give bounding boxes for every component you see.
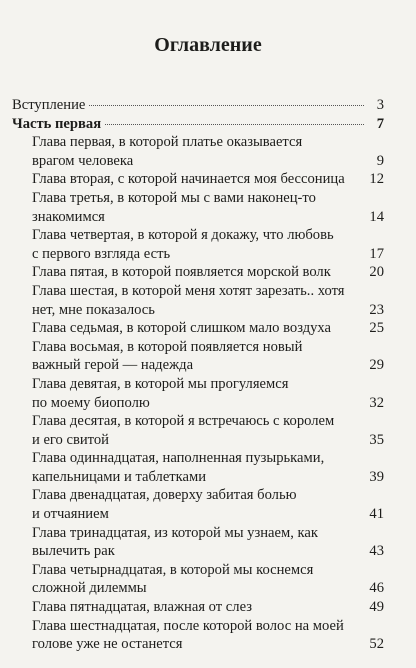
table-of-contents: [12, 96, 384, 654]
toc-entry-row: [32, 505, 384, 524]
toc-entry-row: [32, 263, 384, 282]
toc-entry: [12, 561, 384, 598]
toc-entry-line: врагом человека: [32, 152, 134, 169]
toc-entry-line: Глава пятнадцатая, влажная от слез: [32, 599, 252, 616]
toc-entry-line: вылечить рак: [32, 543, 115, 560]
toc-entry-line: Глава тринадцатая, из которой мы узнаем, как: [32, 524, 318, 541]
toc-entry-row: [32, 431, 384, 450]
page-number: 3: [376, 97, 384, 113]
toc-entry-line: Глава восьмая, в которой появляется новый: [32, 338, 303, 355]
toc-entry-row: [32, 356, 384, 375]
page-number: 7: [376, 115, 384, 132]
toc-entry-line: по моему биополю: [32, 394, 150, 411]
page-number: 52: [369, 636, 384, 653]
toc-entry-line: нет, мне показалось: [32, 301, 155, 318]
page-number: 49: [369, 599, 384, 616]
toc-entry: [12, 189, 384, 226]
toc-entry-line: Часть первая: [12, 115, 102, 132]
page-number: 41: [369, 506, 384, 523]
toc-entry: [12, 282, 384, 319]
toc-entry: [12, 617, 384, 654]
toc-entry-row: [32, 152, 384, 171]
toc-entry-line: Глава одиннадцатая, наполненная пузырьками,: [32, 450, 325, 467]
toc-entry-line: сложной дилеммы: [32, 580, 147, 597]
page-number: 46: [369, 580, 384, 597]
toc-entry-line: Глава четырнадцатая, в которой мы коснемся: [32, 561, 314, 578]
page-number: 39: [369, 468, 384, 485]
toc-entry: [12, 524, 384, 561]
page-number: 23: [369, 301, 384, 318]
toc-entry: [12, 486, 384, 523]
page-number: 29: [369, 357, 384, 374]
toc-entry: [12, 412, 384, 449]
toc-entry-line: капельницами и таблетками: [32, 468, 207, 485]
toc-entry-line: и отчаянием: [32, 506, 109, 523]
toc-entry-line: Глава четвертая, в которой я докажу, что любовь: [32, 227, 334, 244]
toc-entry-line: Глава третья, в которой мы с вами наконец-то: [32, 189, 316, 206]
toc-entry-line: Глава шестнадцатая, после которой волос на моей: [32, 617, 344, 634]
page-number: 12: [369, 171, 384, 188]
toc-entry-row: [32, 542, 384, 561]
toc-entry: [12, 375, 384, 412]
toc-entry-line: Глава пятая, в которой появляется морской волк: [32, 264, 331, 281]
toc-entry-row: [12, 96, 384, 115]
toc-entry-row: [32, 635, 384, 654]
toc-entry-row: [32, 394, 384, 413]
page-number: 14: [369, 208, 384, 225]
toc-entry-line: с первого взгляда есть: [32, 245, 171, 262]
toc-entry: [12, 319, 384, 338]
toc-entry-line: Вступление: [12, 97, 86, 113]
toc-entry-row: [32, 245, 384, 264]
toc-entry-row: [32, 170, 384, 189]
toc-entry-line: Глава двенадцатая, доверху забитая болью: [32, 487, 297, 504]
page-number: 9: [376, 152, 384, 169]
toc-entry-line: Глава первая, в которой платье оказывается: [32, 134, 303, 151]
toc-entry-line: Глава шестая, в которой меня хотят зарезать.. хотя: [32, 282, 345, 299]
toc-entry-row: [32, 468, 384, 487]
toc-entry: [12, 263, 384, 282]
toc-entry: [12, 170, 384, 189]
toc-entry-row: [12, 115, 384, 134]
page-number: 20: [369, 264, 384, 281]
toc-entry-line: Глава седьмая, в которой слишком мало воздуха: [32, 320, 332, 337]
dot-leader: [89, 105, 364, 106]
toc-entry-row: [32, 598, 384, 617]
toc-entry: [12, 338, 384, 375]
page-number: 35: [369, 431, 384, 448]
dot-leader: [105, 124, 364, 125]
toc-entry-line: знакомимся: [32, 208, 105, 225]
toc-entry-row: [32, 301, 384, 320]
toc-entry: [12, 598, 384, 617]
toc-entry: [12, 115, 384, 134]
toc-entry-row: [32, 579, 384, 598]
toc-entry-line: важный герой — надежда: [32, 357, 194, 374]
page-number: 32: [369, 394, 384, 411]
toc-entry: [12, 96, 384, 115]
toc-entry: [12, 449, 384, 486]
toc-entry: [12, 226, 384, 263]
page-number: 17: [369, 245, 384, 262]
toc-entry-line: Глава девятая, в которой мы прогуляемся: [32, 375, 289, 392]
page-number: 25: [369, 320, 384, 337]
page-title: Оглавление: [154, 34, 262, 56]
toc-entry-line: Глава вторая, с которой начинается моя бессоница: [32, 171, 345, 188]
toc-entry-row: [32, 208, 384, 227]
page-number: 43: [369, 543, 384, 560]
toc-entry-line: Глава десятая, в которой я встречаюсь с королем: [32, 413, 335, 430]
toc-entry-line: голове уже не останется: [32, 636, 183, 653]
toc-entry: [12, 133, 384, 170]
toc-entry-row: [32, 319, 384, 338]
toc-entry-line: и его свитой: [32, 431, 109, 448]
